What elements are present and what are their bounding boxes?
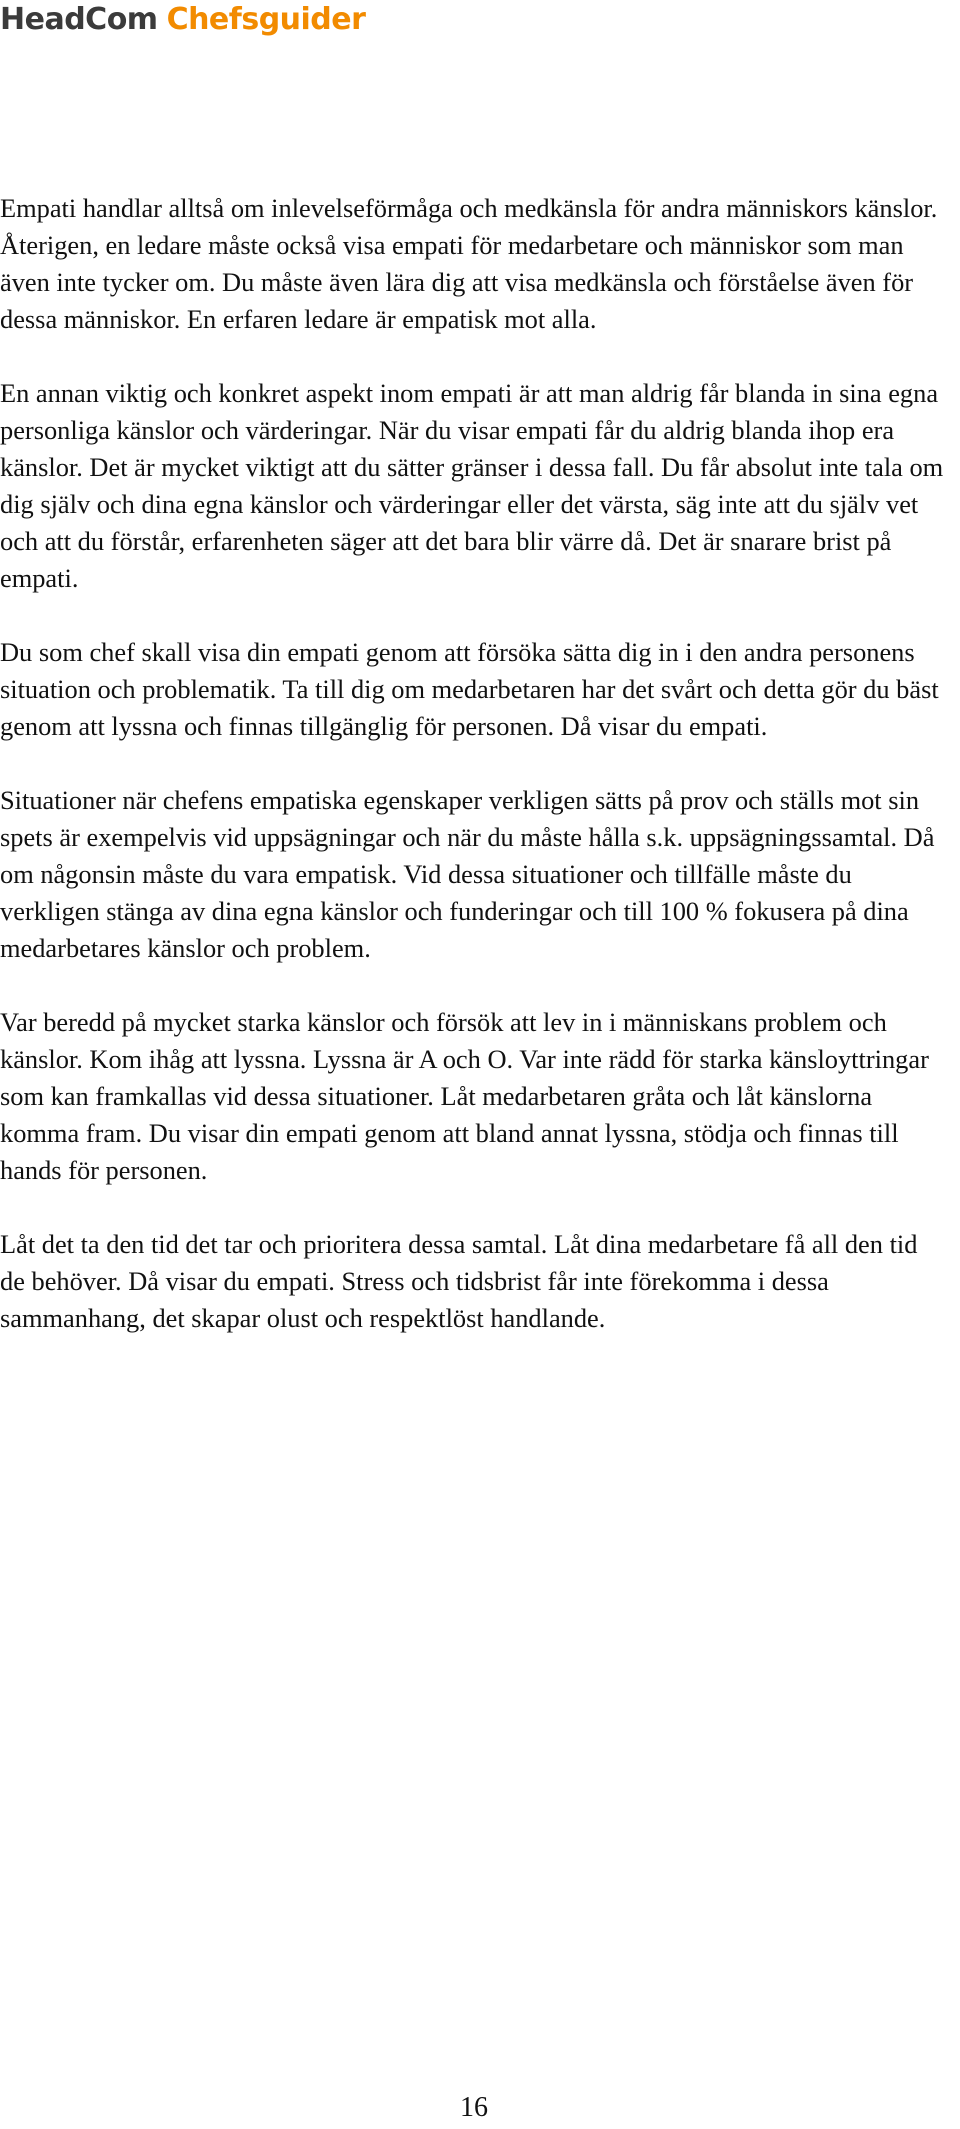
paragraph-take-time: Låt det ta den tid det tar och prioritera dessa samtal. Låt dina medarbetare få all den tid de behöver. Då visar du empati. Stress och tidsbrist får inte förekomma i dessa sammanhang, det skapar olust och respektlöst handlande. <box>0 1229 918 1333</box>
brand-header <box>0 0 365 40</box>
document-body <box>0 190 945 1374</box>
paragraph-personal-feelings: En annan viktig och konkret aspekt inom empati är att man aldrig får blanda in sina egna personliga känslor och värderingar. När du visar empati får du aldrig blanda ihop era känslor. Det är mycket viktigt att du sätter gränser i dessa fall. Du får absolut inte tala om dig själv och dina egna känslor och värderingar eller det värsta, säg inte att du själv vet och att du förstår, erfarenheten säger att det bara blir värre då. Det är snarare brist på empati. <box>0 378 944 593</box>
brand-name-chefsguider: Chefsguider <box>166 2 366 37</box>
page-number: 16 <box>460 2092 488 2123</box>
paragraph-dismissal-situations: Situationer när chefens empatiska egenskaper verkligen sätts på prov och ställs mot sin spets är exempelvis vid uppsägningar och när du måste hålla s.k. uppsägningssamtal. Då om någonsin måste du vara empatisk. Vid dessa situationer och tillfälle måste du verkligen stänga av dina egna känslor och funderingar och till 100 % fokusera på dina medarbetares känslor och problem. <box>0 785 935 963</box>
paragraph-strong-emotions: Var beredd på mycket starka känslor och försök att lev in i människans problem och känslor. Kom ihåg att lyssna. Lyssna är A och O. Var inte rädd för starka känsloyttringar som kan framkallas vid dessa situationer. Låt medarbetaren gråta och låt känslorna komma fram. Du visar din empati genom att bland annat lyssna, stödja och finnas till hands för personen. <box>0 1007 929 1185</box>
paragraph-empathy-definition: Empati handlar alltså om inlevelseförmåga och medkänsla för andra människors känslor. Återigen, en ledare måste också visa empati för medarbetare och människor som man även inte tycker om. Du måste även lära dig att visa medkänsla och förståelse även för dessa människor. En erfaren ledare är empatisk mot alla. <box>0 193 938 334</box>
paragraph-show-empathy: Du som chef skall visa din empati genom att försöka sätta dig in i den andra personens situation och problematik. Ta till dig om medarbetaren har det svårt och detta gör du bäst genom att lyssna och finnas tillgänglig för personen. Då visar du empati. <box>0 637 939 741</box>
brand-name-headcom: HeadCom <box>0 2 158 37</box>
